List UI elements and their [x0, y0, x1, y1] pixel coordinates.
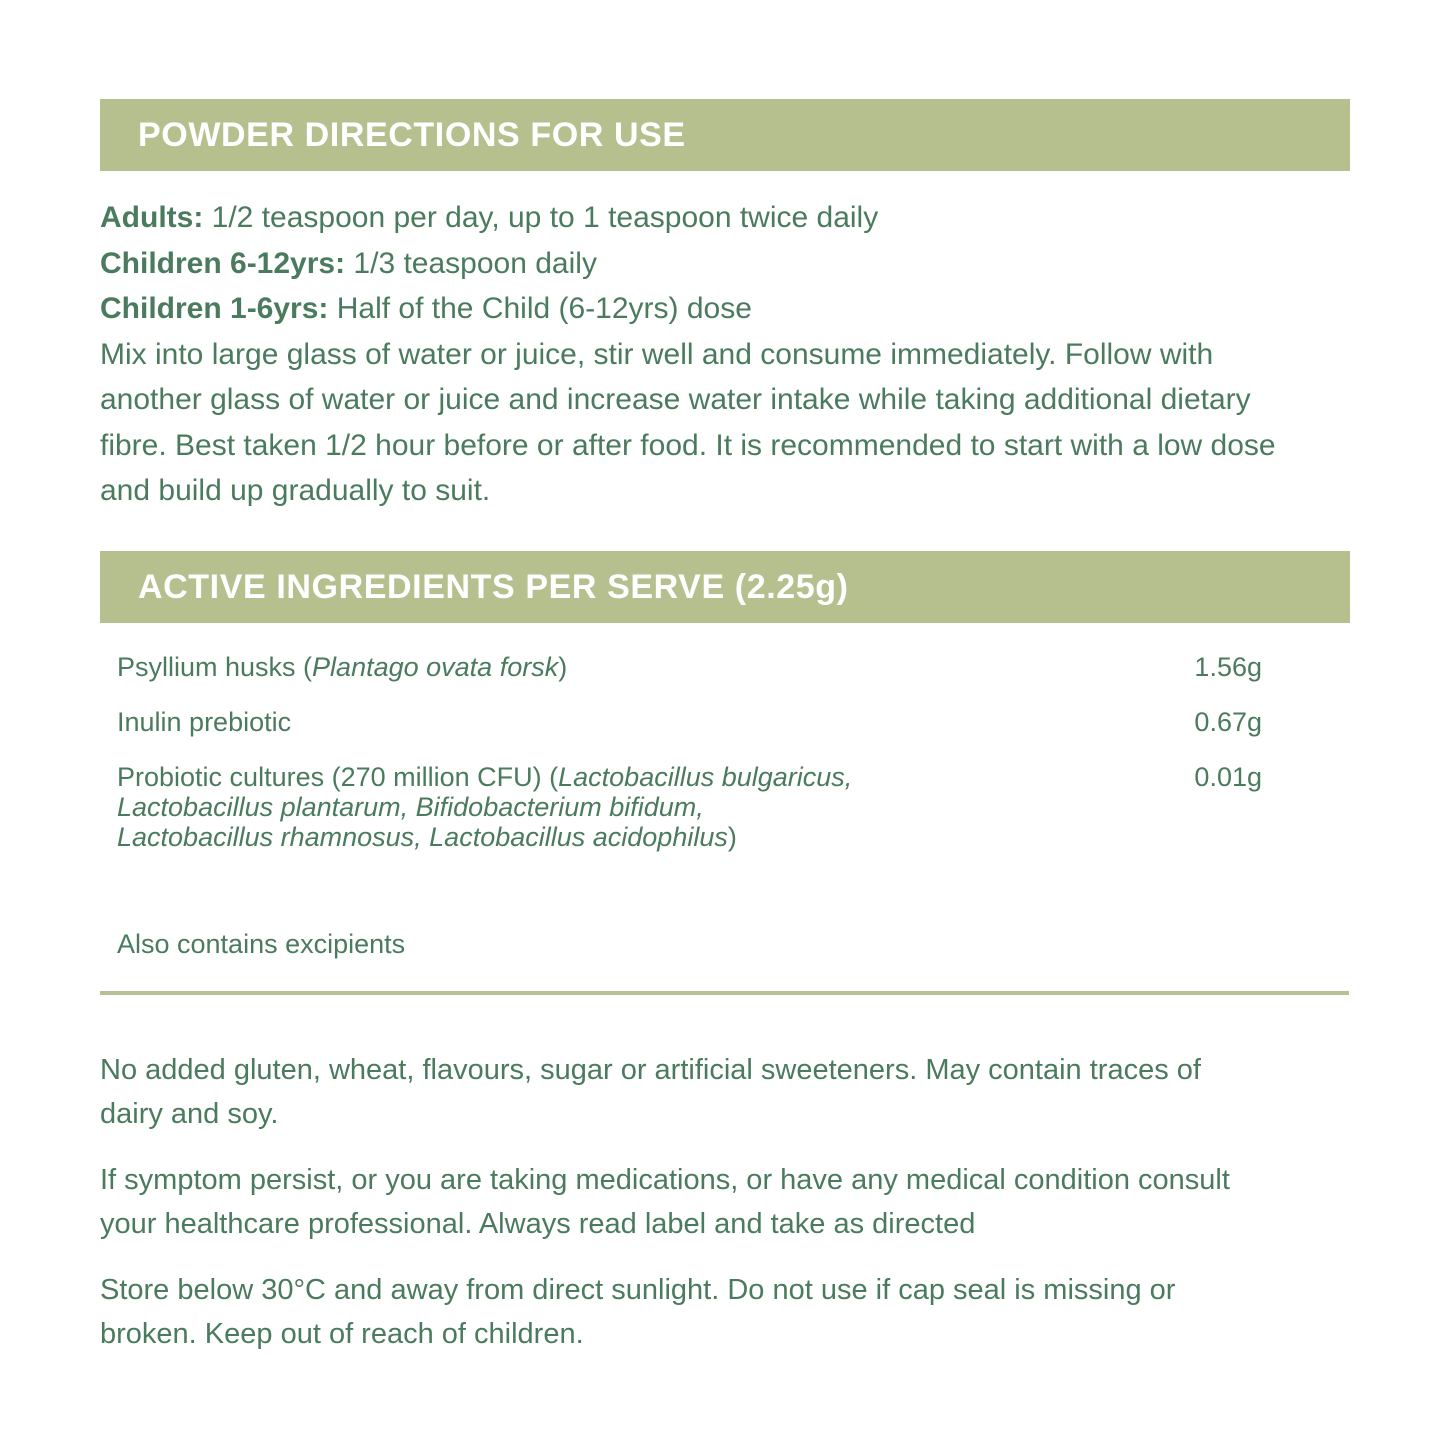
medical-warning: If symptom persist, or you are taking medications, or have any medical condition consult your healthcare professional. Always read label and take as directed: [100, 1164, 1230, 1240]
dosage-text-children-6-12: 1/3 teaspoon daily: [345, 246, 597, 280]
dosage-label-children-6-12: Children 6-12yrs:: [100, 246, 346, 280]
probiotics-line-1: [117, 762, 1174, 792]
probiotics-latin-3: Lactobacillus rhamnosus, Lactobacillus acidophilus: [117, 822, 728, 852]
allergen-statement: No added gluten, wheat, flavours, sugar or artificial sweeteners. May contain traces of dairy and soy.: [100, 1054, 1201, 1130]
ingredient-amount-inulin: 0.67g: [1194, 707, 1262, 737]
ingredient-name-probiotics: [117, 762, 1194, 852]
dosage-line-children-1-6: [100, 286, 1280, 332]
ingredient-amount-psyllium: 1.56g: [1194, 652, 1262, 682]
dosage-label-adults: Adults:: [100, 201, 204, 234]
ingredient-amount-probiotics: 0.01g: [1194, 762, 1262, 792]
ingredient-row-psyllium: [117, 652, 1262, 682]
probiotics-line-2: [117, 792, 1174, 822]
active-ingredients-header-bar: [100, 551, 1350, 623]
ingredient-row-probiotics: [117, 762, 1262, 852]
dosage-label-children-1-6: Children 1-6yrs:: [100, 292, 329, 325]
ingredient-psyllium-text: Psyllium husks (: [117, 652, 313, 682]
ingredient-psyllium-latin: Plantago ovata forsk: [312, 652, 559, 682]
storage-instructions: Store below 30°C and away from direct sunlight. Do not use if cap seal is missing or broken. Keep out of reach of children.: [100, 1274, 1176, 1350]
powder-directions-title: POWDER DIRECTIONS FOR USE: [138, 115, 686, 154]
probiotics-text: Probiotic cultures (270 million CFU) (: [117, 762, 559, 792]
probiotics-close: ): [727, 822, 737, 852]
dosage-directions: [100, 195, 1280, 514]
dosage-text-adults: 1/2 teaspoon per day, up to 1 teaspoon twice daily: [203, 201, 879, 234]
dosage-line-children-6-12: [100, 241, 1280, 287]
active-ingredients-title: ACTIVE INGREDIENTS PER SERVE (2.25g): [138, 567, 849, 606]
probiotics-latin-2: Lactobacillus plantarum, Bifidobacterium bifidum,: [117, 792, 704, 822]
ingredient-inulin-text: Inulin prebiotic: [117, 707, 292, 737]
ingredient-psyllium-close: ): [558, 652, 568, 682]
powder-directions-header-bar: [100, 99, 1350, 171]
ingredient-name-psyllium: [117, 652, 1194, 682]
ingredient-row-inulin: [117, 707, 1262, 737]
dosage-instructions-paragraph: Mix into large glass of water or juice, stir well and consume immediately. Follow with another glass of water or juice and increase water intake while taking additional dietary fibre. Best taken 1/2 hour before or after food. It is recommended to start with a low dose and build up gradually to suit.: [100, 337, 1276, 507]
ingredient-name-inulin: [117, 707, 1194, 737]
section-divider-line: [100, 991, 1349, 995]
probiotics-line-3: [117, 822, 1174, 852]
probiotics-latin-1: Lactobacillus bulgaricus,: [558, 762, 853, 792]
dosage-line-adults: [100, 195, 1280, 241]
excipients-note: Also contains excipients: [117, 929, 406, 959]
dosage-text-children-1-6: Half of the Child (6-12yrs) dose: [328, 292, 752, 325]
